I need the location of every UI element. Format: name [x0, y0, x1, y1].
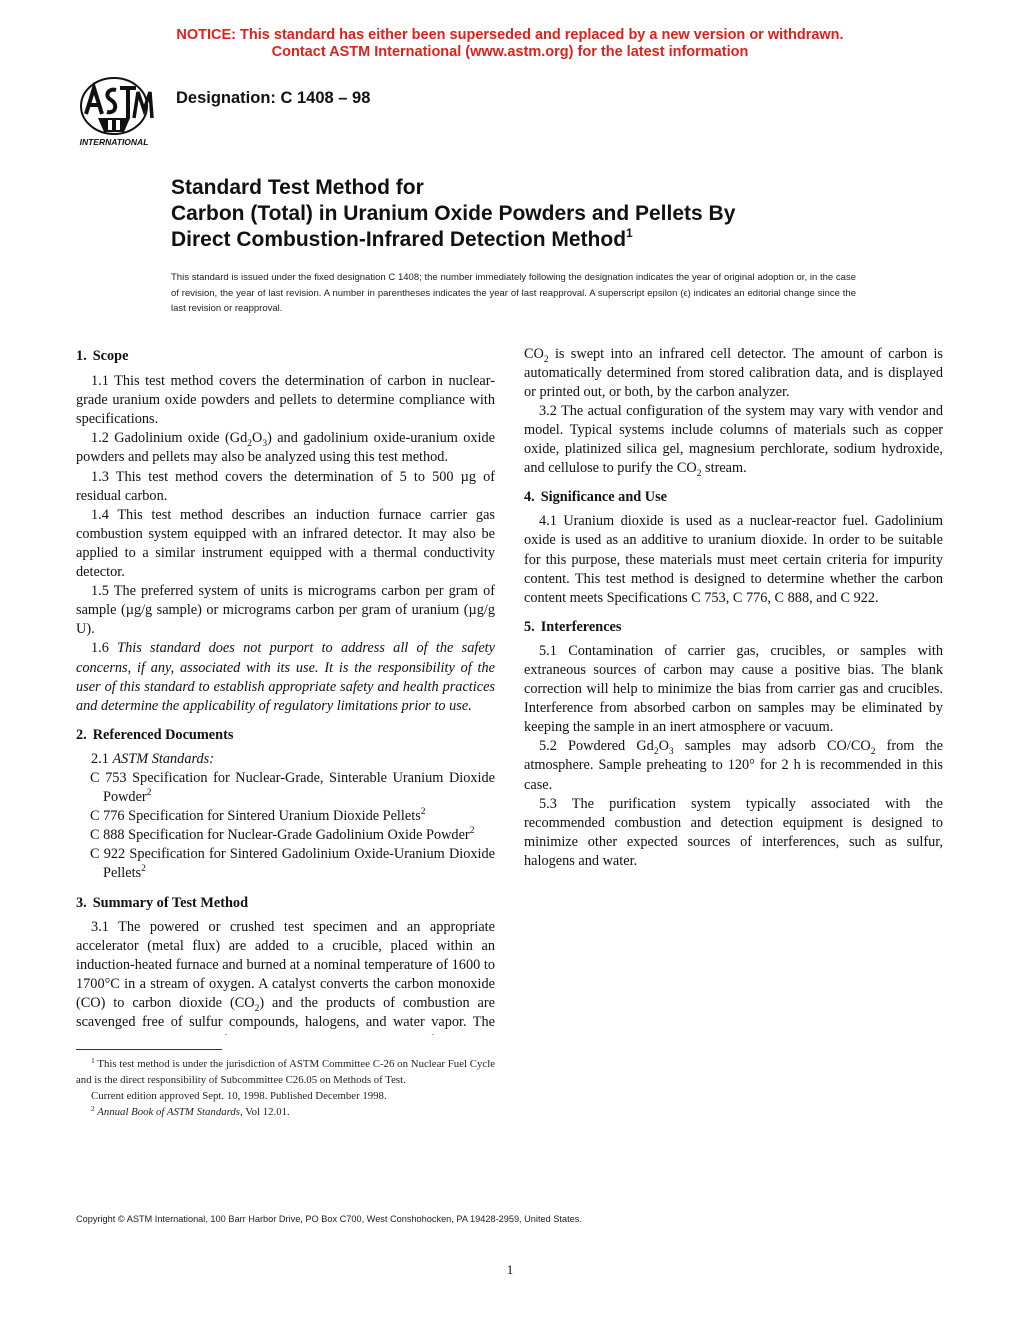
paragraph-1-1: 1.1 This test method covers the determination of carbon in nuclear-grade uranium oxide powders and pellets to determine compliance with specifications.	[76, 373, 495, 428]
reference-item-c888: C 888 Specification for Nuclear-Grade Gadolinium Oxide Powder$^2$	[90, 826, 475, 844]
page-number: 1	[506, 1262, 514, 1277]
withdrawal-notice	[0, 27, 1020, 61]
section-heading-referenced-documents: 2. Referenced Documents	[76, 726, 234, 743]
section-heading-scope: 1. Scope	[76, 348, 129, 364]
paragraph-2-1: 2.1 ASTM Standards:	[91, 750, 214, 767]
section-heading-significance: 4. Significance and Use	[524, 489, 668, 506]
paragraph-1-6: 1.6 This standard does not purport to address all of the safety concerns, if any, associated with its use. It is the responsibility of the user of this standard to establish appropriate safety and health practices and determine the applicability of regulatory limitations prior to use.	[76, 640, 495, 714]
notice-line-1: NOTICE: This standard has either been superseded and replaced by a new version or withdrawn.	[176, 27, 844, 43]
footnote-2: $^2$ Annual Book of ASTM Standards, Vol 12.01.	[91, 1104, 290, 1118]
paragraph-1-4: 1.4 This test method describes an induction furnace carrier gas combustion system equipped with an infrared detector. It may also be applied to a similar instrument equipped with a thermal conductivity detector.	[76, 506, 495, 581]
logo-text: INTERNATIONAL	[79, 137, 149, 147]
astm-logo	[64, 74, 164, 150]
footnotes	[76, 1056, 495, 1120]
paragraph-3-1-start: 3.1 The powered or crushed test specimen and an appropriate accelerator (metal flux) are added to a crucible, placed within an induction-heated furnace and burned at a nominal temperature of 1600 to 1700°C in a stream of oxygen. A catalyst converts the carbon monoxide (CO) to carbon dioxide $(CO_2)$ and the products of combustion are scavenged free of sulfur compounds, halogens, and water vapor. The	[76, 918, 495, 1031]
standard-note: This standard is issued under the fixed designation C 1408; the number immediately following the designation indicates the year of original adoption or, in the case of revision, the year of last revision. A number in parentheses indicates the year of last reapproval. A superscript epsilon (ϵ) indicates an editorial change since the last revision or reapproval.	[171, 272, 856, 314]
footnote-1-approval: Current edition approved Sept. 10, 1998. Published December 1998.	[91, 1090, 387, 1102]
paragraph-5-2: 5.2 Powdered $Gd_2O_3$ samples may adsorb $CO/CO_2$ from the atmosphere. Sample preheating to 120° for 2 h is recommended in this case.	[524, 738, 943, 793]
footnote-1: $^1$ This test method is under the jurisdiction of ASTM Committee C-26 on Nuclear Fuel Cycle and is the direct responsibility of Subcommittee C26.05 on Methods of Test.	[76, 1056, 495, 1086]
notice-line-2: Contact ASTM International (www.astm.org) for the latest information	[271, 44, 749, 60]
paragraph-5-1: 5.1 Contamination of carrier gas, crucibles, or samples with extraneous sources of carbon may cause a positive bias. The blank correction will help to minimize the bias from carrier gas and crucibles. Interference from absorbed carbon on samples may be eliminated by keeping the sample in an inert atmosphere or vacuum.	[524, 642, 943, 736]
footnote-rule	[76, 1049, 222, 1050]
paragraph-1-2: 1.2 Gadolinium oxide $(Gd_2O_3)$ and gadolinium oxide-uranium oxide powders and pellets may also be analyzed using this test method.	[76, 430, 495, 466]
title-line-2: Carbon (Total) in Uranium Oxide Powders and Pellets By	[171, 202, 736, 225]
paragraph-3-2: 3.2 The actual configuration of the system may vary with vendor and model. Typical systems include columns of materials such as copper oxide, platinized silica gel, magnesium perchlorate, sodium hydroxide, and cellulose to purify the $CO_2$ stream.	[524, 402, 943, 480]
section-heading-interferences: 5. Interferences	[524, 618, 622, 635]
section-heading-summary: 3. Summary of Test Method	[76, 894, 249, 911]
reference-item-c776: C 776 Specification for Sintered Uranium Dioxide Pellets$^2$	[90, 807, 426, 825]
left-column	[76, 347, 495, 1035]
title-footnote-mark: 1	[626, 226, 633, 240]
document-title	[171, 175, 891, 253]
paragraph-1-5: 1.5 The preferred system of units is micrograms carbon per gram of sample (µg/g sample) or micrograms carbon per gram of uranium (µg/g U).	[76, 583, 495, 638]
paragraph-5-3: 5.3 The purification system typically associated with the recommended combustion and detection equipment is designed to minimize other expected sources of interferences, such as sulfur, halogens and water.	[524, 795, 943, 869]
paragraph-3-1-start-cont: $CO_2$ is swept into an infrared cell detector. The amount of carbon is automatically determined from stored calibration data, and is displayed or printed out, or both, by the carbon analyzer.	[524, 347, 943, 400]
right-column	[524, 347, 943, 1040]
title-line-3: Direct Combustion-Infrared Detection Method	[171, 228, 627, 251]
title-line-1: Standard Test Method for	[171, 176, 424, 199]
astm-international-logo-icon	[64, 74, 164, 150]
copyright: Copyright © ASTM International, 100 Barr Harbor Drive, PO Box C700, West Conshohocken, PA 19428-2959, United States.	[76, 1214, 582, 1224]
designation: Designation: C 1408 – 98	[176, 89, 371, 107]
right-column-flow	[524, 347, 943, 871]
reference-item-c753: C 753 Specification for Nuclear-Grade, Sinterable Uranium Dioxide Powder$^2$	[90, 769, 495, 806]
paragraph-4-1: 4.1 Uranium dioxide is used as a nuclear-reactor fuel. Gadolinium oxide is used as an additive to uranium dioxide. In order to be suitable for this purpose, these materials must meet certain criteria for impurity content. This test method is designed to determine whether the carbon content meets Specifications C 753, C 776, C 888, and C 922.	[524, 513, 943, 606]
reference-item-c922: C 922 Specification for Sintered Gadolinium Oxide-Uranium Dioxide Pellets$^2$	[90, 846, 495, 882]
paragraph-1-3: 1.3 This test method covers the determination of 5 to 500 µg of residual carbon.	[76, 468, 495, 504]
